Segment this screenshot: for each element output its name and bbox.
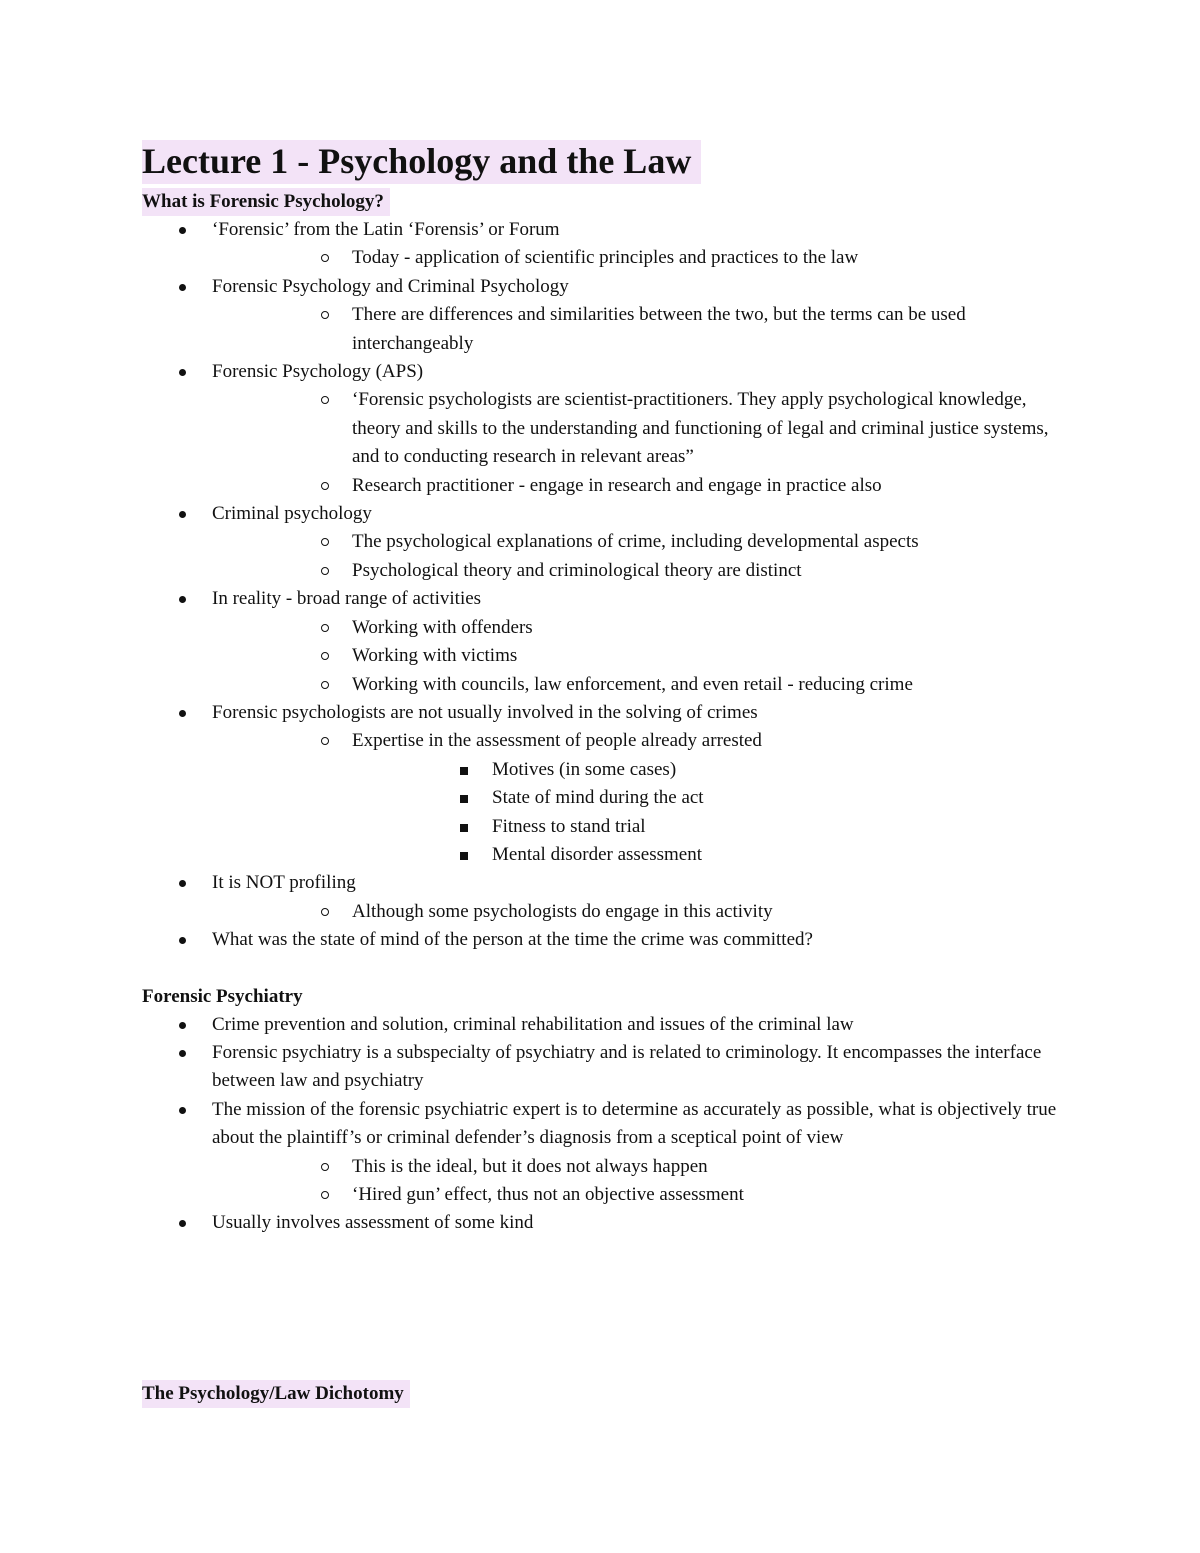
list-item: What was the state of mind of the person at the time the crime was committed? (142, 926, 1062, 954)
list-item: This is the ideal, but it does not always happen (282, 1153, 1062, 1181)
list-item: Working with councils, law enforcement, and even retail - reducing crime (282, 671, 1062, 699)
list-item: Motives (in some cases) (422, 756, 1062, 784)
list-item: The mission of the forensic psychiatric expert is to determine as accurately as possible, what is objectively true about the plaintiff’s or criminal defender’s diagnosis from a sceptical point of view This is the ideal, but it does not always happen ‘Hired gun’ effect, thus not an objective assessment (142, 1096, 1062, 1210)
list-item: Forensic psychiatry is a subspecialty of psychiatry and is related to criminology. It encompasses the interface between law and psychiatry (142, 1039, 1062, 1096)
bullet-list-forensic-psychology (142, 216, 1062, 955)
list-item: In reality - broad range of activities Working with offenders Working with victims Working with councils, law enforcement, and even retail - reducing crime (142, 585, 1062, 699)
list-item: Usually involves assessment of some kind (142, 1209, 1062, 1237)
list-item: ‘Hired gun’ effect, thus not an objective assessment (282, 1181, 1062, 1209)
list-item: Psychological theory and criminological theory are distinct (282, 557, 1062, 585)
list-item: Fitness to stand trial (422, 813, 1062, 841)
list-item: Today - application of scientific principles and practices to the law (282, 244, 1062, 272)
list-item: Working with victims (282, 642, 1062, 670)
list-item: Expertise in the assessment of people already arrested Motives (in some cases) State of mind during the act Fitness to stand trial Mental disorder assessment (282, 727, 1062, 869)
list-item: Criminal psychology The psychological explanations of crime, including developmental aspects Psychological theory and criminological theory are distinct (142, 500, 1062, 585)
section-heading-psychology-law-dichotomy: The Psychology/Law Dichotomy (142, 1380, 410, 1408)
document-page (142, 140, 1062, 1238)
list-item: Crime prevention and solution, criminal rehabilitation and issues of the criminal law (142, 1011, 1062, 1039)
list-item: ‘Forensic’ from the Latin ‘Forensis’ or Forum Today - application of scientific principles and practices to the law (142, 216, 1062, 273)
list-item: State of mind during the act (422, 784, 1062, 812)
list-item: Mental disorder assessment (422, 841, 1062, 869)
list-item: The psychological explanations of crime, including developmental aspects (282, 528, 1062, 556)
page-title: Lecture 1 - Psychology and the Law (142, 140, 701, 184)
section-psychology-law-dichotomy (142, 1380, 410, 1408)
list-item: Working with offenders (282, 614, 1062, 642)
list-item: Forensic psychologists are not usually involved in the solving of crimes Expertise in the assessment of people already arrested Motives (in some cases) State of mind during the act Fitness to stand trial Mental disorder assessment (142, 699, 1062, 869)
bullet-list-forensic-psychiatry (142, 1011, 1062, 1238)
list-item: Forensic Psychology (APS) ‘Forensic psychologists are scientist-practitioners. They apply psychological knowledge, theory and skills to the understanding and functioning of legal and criminal justice systems, and to conducting research in relevant areas” Research practitioner - engage in research and engage in practice also (142, 358, 1062, 500)
list-item: Forensic Psychology and Criminal Psychology There are differences and similarities between the two, but the terms can be used interchangeably (142, 273, 1062, 358)
list-item: There are differences and similarities between the two, but the terms can be used interchangeably (282, 301, 1062, 358)
section-heading-forensic-psychology: What is Forensic Psychology? (142, 188, 390, 216)
list-item: ‘Forensic psychologists are scientist-practitioners. They apply psychological knowledge, theory and skills to the understanding and functioning of legal and criminal justice systems, and to conducting research in relevant areas” (282, 386, 1062, 471)
list-item: It is NOT profiling Although some psychologists do engage in this activity (142, 869, 1062, 926)
list-item: Research practitioner - engage in research and engage in practice also (282, 472, 1062, 500)
list-item: Although some psychologists do engage in this activity (282, 898, 1062, 926)
section-heading-forensic-psychiatry: Forensic Psychiatry (142, 985, 303, 1007)
